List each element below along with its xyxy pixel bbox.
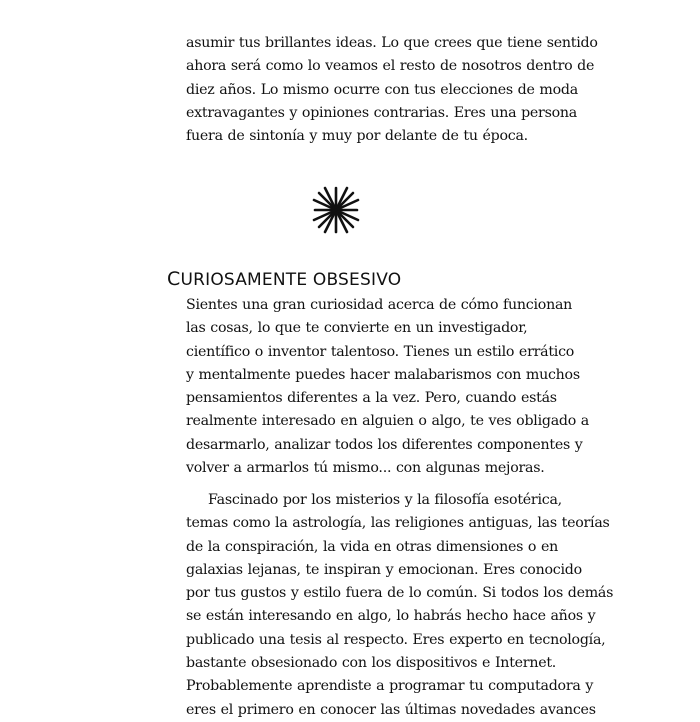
body-line: y mentalmente puedes hacer malabarismos con muchos — [186, 366, 580, 383]
section-heading-initial: C — [167, 268, 181, 290]
intro-line: asumir tus brillantes ideas. Lo que crees que tiene sentido — [186, 35, 598, 51]
body-line: bastante obsesionado con los dispositivos e Internet. — [186, 655, 557, 672]
body-line: científico o inventor talentoso. Tienes un estilo errático — [186, 343, 575, 360]
intro-line: diez años. Lo mismo ocurre con tus elecciones de moda — [186, 81, 578, 98]
body-line: desarmarlo, analizar todos los diferentes componentes y — [186, 436, 583, 453]
body-paragraph-1 — [186, 294, 590, 480]
body-line: se están interesando en algo, lo habrás hecho hace años y — [186, 608, 596, 625]
intro-line: fuera de sintonía y muy por delante de tu época. — [186, 128, 528, 145]
body-line: realmente interesado en alguien o algo, te ves obligado a — [186, 413, 590, 430]
asterisk-ornament-icon — [310, 184, 362, 236]
body-line: eres el primero en conocer las últimas novedades avances — [186, 701, 596, 718]
body-line: Probablemente aprendiste a programar tu computadora y — [186, 678, 594, 695]
body-line: publicado una tesis al respecto. Eres experto en tecnología, — [186, 631, 606, 648]
body-line: por tus gustos y estilo fuera de lo común. Si todos los demás — [186, 585, 614, 602]
body-line: galaxias lejanas, te inspiran y emocionan. Eres conocido — [186, 561, 582, 578]
intro-line: extravagantes y opiniones contrarias. Eres una persona — [186, 104, 577, 121]
body-paragraph-2 — [186, 489, 614, 722]
intro-line: ahora será como lo veamos el resto de nosotros dentro de — [186, 58, 595, 75]
intro-paragraph — [186, 32, 598, 148]
body-line: de la conspiración, la vida en otras dimensiones o en — [186, 538, 558, 555]
section-heading — [167, 268, 401, 290]
body-line: pensamientos diferentes a la vez. Pero, cuando estás — [186, 390, 557, 407]
body-line: temas como la astrología, las religiones antiguas, las teorías — [186, 515, 610, 532]
body-line: Sientes una gran curiosidad acerca de cómo funcionan — [186, 297, 573, 313]
body-line: Fascinado por los misterios y la filosofía esotérica, — [208, 492, 562, 508]
body-line: volver a armarlos tú mismo... con algunas mejoras. — [186, 460, 545, 477]
body-line: las cosas, lo que te convierte en un investigador, — [186, 320, 528, 337]
section-heading-rest: URIOSAMENTE OBSESIVO — [180, 270, 402, 290]
